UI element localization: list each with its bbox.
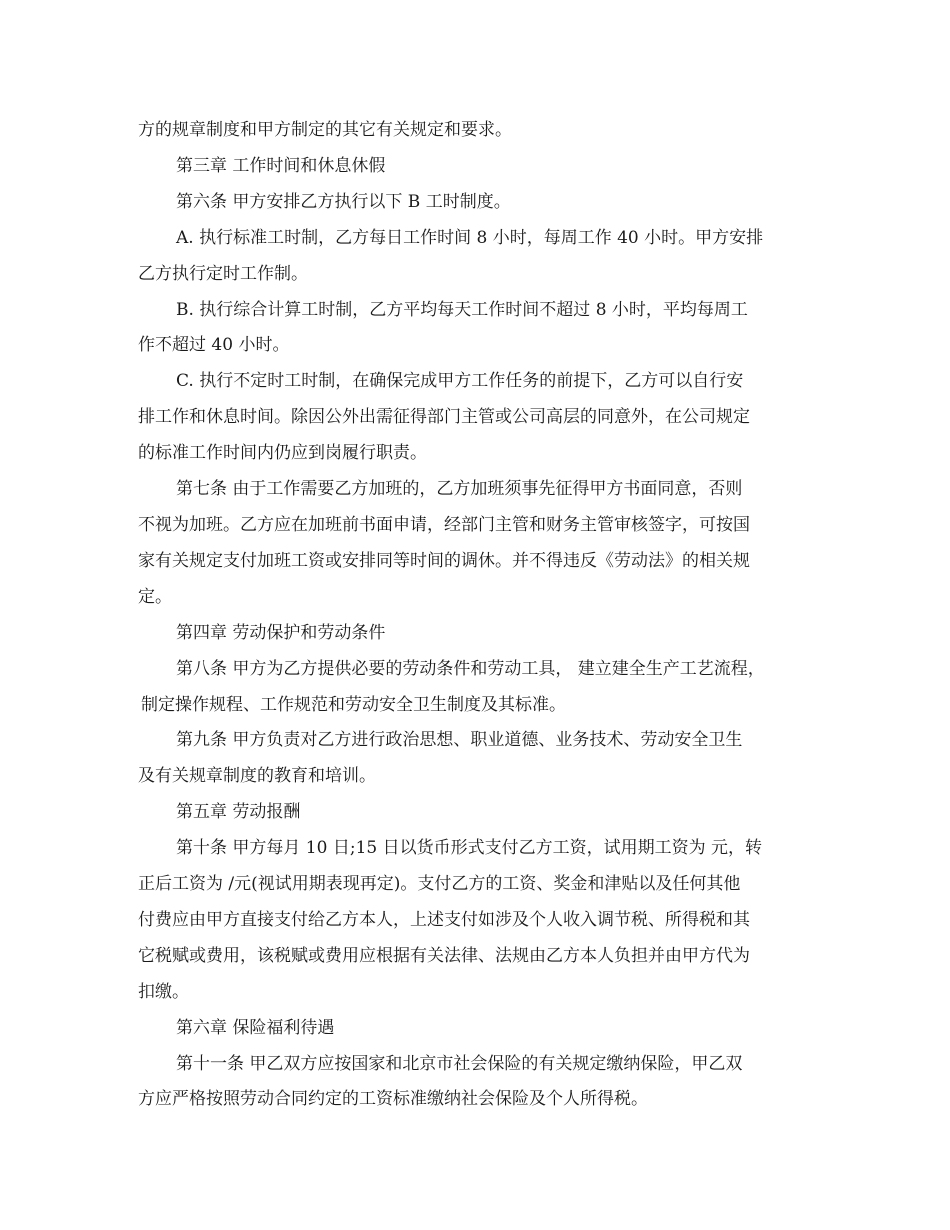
chapter-heading: 第三章 工作时间和休息休假 [176, 155, 386, 176]
text-line: C. 执行不定时工时制，在确保完成甲方工作任务的前提下，乙方可以自行安 [176, 371, 744, 392]
chapter-heading: 第五章 劳动报酬 [176, 802, 301, 823]
text-line: 乙方执行定时工作制。 [138, 263, 308, 284]
chapter-heading: 第四章 劳动保护和劳动条件 [176, 622, 386, 643]
article-line: 第九条 甲方负责对乙方进行政治思想、职业道德、业务技术、劳动安全卫生 [176, 730, 743, 751]
text-line: A. 执行标准工时制，乙方每日工作时间 8 小时，每周工作 40 小时。甲方安排 [176, 227, 764, 248]
article-line: 第七条 由于工作需要乙方加班的，乙方加班须事先征得甲方书面同意，否则 [176, 479, 743, 500]
text-line: 制定操作规程、工作规范和劳动安全卫生制度及其标准。 [141, 694, 566, 715]
text-line: 方应严格按照劳动合同约定的工资标准缴纳社会保险及个人所得税。 [138, 1089, 648, 1110]
text-line: 定。 [138, 586, 172, 607]
text-line: 排工作和休息时间。除因公外出需征得部门主管或公司高层的同意外，在公司规定 [138, 407, 750, 428]
article-line: 第六条 甲方安排乙方执行以下 B 工时制度。 [176, 191, 511, 212]
article-line: 第十一条 甲乙双方应按国家和北京市社会保险的有关规定缴纳保险，甲乙双 [176, 1053, 743, 1074]
text-line: 不视为加班。乙方应在加班前书面申请，经部门主管和财务主管审核签字，可按国 [138, 514, 750, 535]
text-line: 的标准工作时间内仍应到岗履行职责。 [138, 443, 427, 464]
text-line: B. 执行综合计算工时制，乙方平均每天工作时间不超过 8 小时，平均每周工 [176, 299, 748, 320]
text-line: 方的规章制度和甲方制定的其它有关规定和要求。 [138, 120, 512, 140]
text-line: 正后工资为 /元(视试用期表现再定)。支付乙方的工资、奖金和津贴以及任何其他 [138, 874, 741, 895]
text-line: 扣缴。 [138, 981, 189, 1002]
text-line: 付费应由甲方直接支付给乙方本人，上述支付如涉及个人收入调节税、所得税和其 [138, 909, 750, 930]
document-body [138, 113, 838, 1118]
text-line: 家有关规定支付加班工资或安排同等时间的调休。并不得违反《劳动法》的相关规 [138, 550, 750, 571]
text-line: 作不超过 40 小时。 [138, 335, 290, 356]
text-line: 及有关规章制度的教育和培训。 [138, 766, 376, 787]
chapter-heading: 第六章 保险福利待遇 [176, 1017, 335, 1038]
text-line: 它税赋或费用，该税赋或费用应根据有关法律、法规由乙方本人负担并由甲方代为 [138, 945, 750, 966]
article-line: 第十条 甲方每月 10 日;15 日以货币形式支付乙方工资，试用期工资为 元，转 [176, 838, 763, 859]
article-line: 第八条 甲方为乙方提供必要的劳动条件和劳动工具， 建立建全生产工艺流程， [176, 658, 765, 679]
